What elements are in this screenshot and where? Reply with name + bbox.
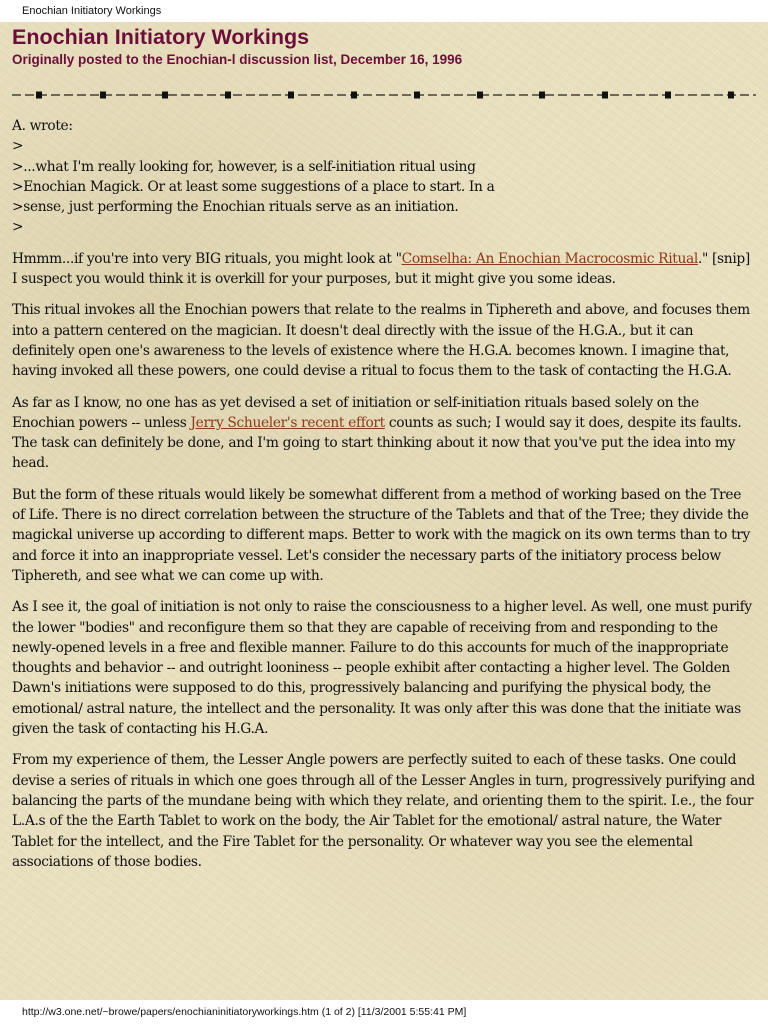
- paragraph: From my experience of them, the Lesser Angle powers are perfectly suited to each of these tasks. One could devise a series of rituals in which one goes through all of the Lesser Angles in turn, progressively purifying and balancing the parts of the mundane being with which they relate, and orienting them to the spirit. I.e., the four L.A.s of the the Earth Tablet to work on the body, the Air Tablet for the emotional/ astral nature, the Water Tablet for the intellect, and the Fire Tablet for the personality. Or whatever way you see the elemental associations of those bodies.: [12, 752, 755, 870]
- quote-line: >: [12, 138, 24, 155]
- paragraph-text: ." [snip] I suspect you would think it is overkill for your purposes, but it might give you some ideas.: [12, 250, 750, 288]
- paragraph-text: As far as I know, no one has as yet devised a set of initiation or self-initiation rituals based solely on the Enochian powers -- unless: [12, 394, 699, 431]
- schueler-effort-link[interactable]: Jerry Schueler's recent effort: [190, 414, 385, 431]
- quote-line: >sense, just performing the Enochian rituals serve as an initiation.: [12, 199, 459, 216]
- paragraph: This ritual invokes all the Enochian powers that relate to the realms in Tiphereth and above, and focuses them into a pattern centered on the magician. It doesn't deal directly with the issue of the H.G.A., but it can definitely open one's awareness to the levels of existence where the H.G.A. becomes known. I imagine that, having invoked all these powers, one could devise a ritual to focus them to the task of contacting the H.G.A.: [12, 302, 750, 380]
- page-subtitle: Originally posted to the Enochian-l discussion list, December 16, 1996: [12, 52, 463, 67]
- print-footer: http://w3.one.net/~browe/papers/enochianinitiatoryworkings.htm (1 of 2) [11/3/2001 5:55:41 PM]: [0, 1000, 768, 1024]
- page-title: Enochian Initiatory Workings: [12, 25, 310, 49]
- quote-attribution: A. wrote:: [12, 118, 73, 134]
- paragraph-text: counts as such; I would say it does, despite its faults. The task can definitely be done, and I'm going to start thinking about it now that you've put the idea into my head.: [12, 414, 742, 472]
- paragraph: But the form of these rituals would likely be somewhat different from a method of working based on the Tree of Life. There is no direct correlation between the structure of the Tablets and that of the Tree; they divide the magickal universe up according to different maps. Better to work with the magick on its own terms than to try and force it into an inappropriate vessel. Let's consider the necessary parts of the initiatory process below Tiphereth, and see what we can come up with.: [12, 486, 750, 584]
- paragraph: As I see it, the goal of initiation is not only to raise the consciousness to a higher level. As well, one must purify the lower "bodies" and reconfigure them so that they are capable of receiving from and responding to the newly-opened levels in a free and flexible manner. Failure to do this accounts for much of the inappropriate thoughts and behavior -- and outright looniness -- people exhibit after contacting a higher level. The Golden Dawn's initiations were supposed to do this, progressively balancing and purifying the physical body, the emotional/ astral nature, the intellect and the personality. It was only after this was done that the initiate was given the task of contacting his H.G.A.: [12, 599, 752, 738]
- dashed-divider: [12, 88, 756, 102]
- quote-line: >Enochian Magick. Or at least some suggestions of a place to start. In a: [12, 178, 495, 195]
- page-content: [0, 22, 768, 1000]
- paragraph: [12, 249, 756, 290]
- paragraph: [12, 393, 756, 474]
- comselha-ritual-link[interactable]: Comselha: An Enochian Macrocosmic Ritual: [401, 250, 698, 267]
- paragraph-text: Hmmm...if you're into very BIG rituals, you might look at ": [12, 250, 402, 267]
- article-body: [12, 116, 756, 883]
- quote-line: >...what I'm really looking for, however, is a self-initiation ritual using: [12, 158, 476, 175]
- quoted-message: [12, 116, 756, 238]
- print-header: Enochian Initiatory Workings: [0, 0, 768, 22]
- quote-line: >: [12, 219, 24, 236]
